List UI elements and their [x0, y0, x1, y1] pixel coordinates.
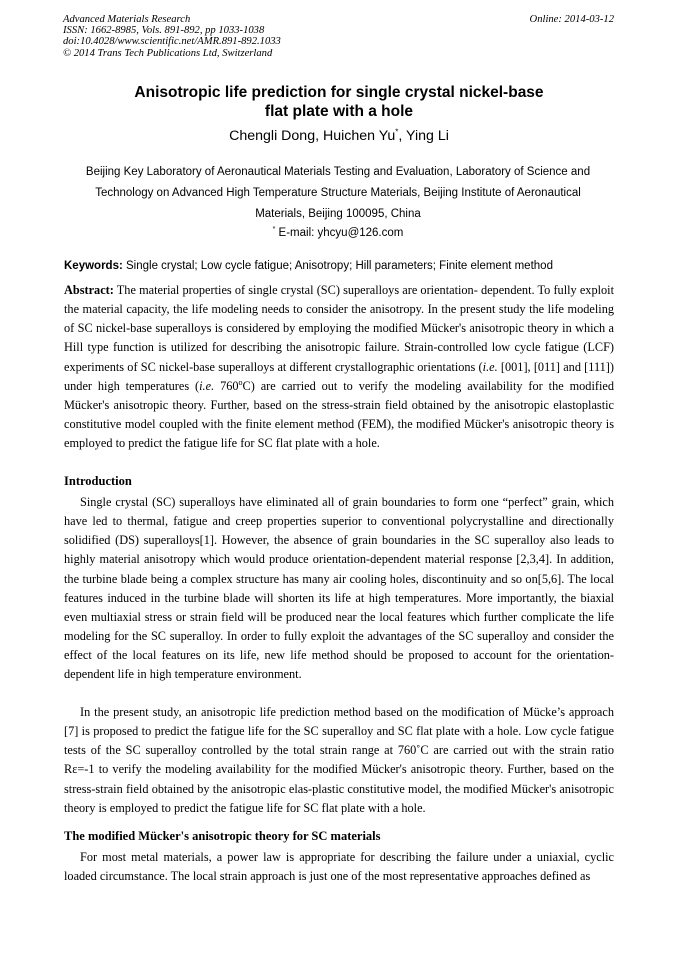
keywords-text: Single crystal; Low cycle fatigue; Anisotropy; Hill parameters; Finite element method	[122, 260, 553, 272]
introduction-paragraph-1: Single crystal (SC) superalloys have eliminated all of grain boundaries to form one “perfect” grain, which have led to thermal, fatigue and creep properties superior to conventional polycrystalline and directionally solidified (DS) superalloys[1]. However, the absence of grain boundaries in the SC superalloy also leads to highly material anisotropy which would produce orientation-dependent material response [2,3,4]. In addition, the turbine blade being a complex structure has many air cooling holes, discontinuity and so on[5,6]. The local features induced in the turbine blade will shorten its life at high temperatures. More importantly, the biaxial even multiaxial stress or strain field will be produced near the local features which further complicate the life modeling for the SC superalloy. In order to fully exploit the advantages of the SC superalloy and consider the effect of the local features on its life, new life method should be proposed to account for the orientation-dependent life in high temperature environment.	[64, 495, 614, 682]
contact-email	[60, 224, 616, 242]
abstract-text-1: The material properties of single crystal (SC) superalloys are orientation- dependent. To fully exploit the material capacity, the life modeling needs to consider the anisotropy. In the present study the life modeling of SC nickel-base superalloys is considered by employing the modified Mücker's anisotropic theory in which a Hill type function is utilized for describing the anisotropic failure. Strain-controlled low cycle fatigue (LCF) experiments of SC nickel-base superalloys at different crystallographic orientations (	[64, 283, 614, 374]
affiliation	[60, 162, 616, 225]
abstract-text-4: C) are carried out to verify the modeling availability for the modified Mücker's anisotropic theory. Further, based on the stress-strain field obtained by the anisotropic elastoplastic constitutive model coupled with the finite element method (FEM), the modified Mücker's anisotropic theory is employed to predict the fatigue life for SC flat plate with a hole.	[64, 378, 614, 451]
section-paragraph-1: For most metal materials, a power law is appropriate for describing the failure under a uniaxial, cyclic loaded circumstance. The local strain approach is just one of the most representative approaches defined as	[64, 850, 614, 884]
affiliation-line-2: Technology on Advanced High Temperature Structure Materials, Beijing Institute of Aeronautical	[95, 187, 581, 199]
corresponding-mark: *	[395, 127, 399, 137]
issn-line: ISSN: 1662-8985, Vols. 891-892, pp 1033-1038	[63, 25, 265, 37]
title-line-1: Anisotropic life prediction for single crystal nickel-base	[134, 84, 544, 101]
author-names-1: Chengli Dong, Huichen Yu	[229, 128, 396, 144]
author-list	[60, 127, 618, 145]
title-line-2: flat plate with a hole	[264, 103, 414, 120]
abstract-ie-1: i.e.	[482, 359, 498, 374]
copyright-line: © 2014 Trans Tech Publications Ltd, Switzerland	[63, 47, 273, 59]
abstract-text-2: [001], [011] and [111]) under high temperatures (	[64, 359, 614, 393]
email-mark: *	[272, 226, 276, 234]
author-names-2: , Ying Li	[398, 128, 449, 144]
introduction-heading: Introduction	[64, 474, 132, 488]
affiliation-line-1: Beijing Key Laboratory of Aeronautical Materials Testing and Evaluation, Laboratory of Science and	[85, 166, 591, 178]
abstract-degree: o	[238, 377, 243, 387]
journal-header	[63, 14, 423, 59]
online-date: Online: 2014-03-12	[529, 14, 614, 25]
doi-line: doi:10.4028/www.scientific.net/AMR.891-892.1033	[63, 36, 281, 48]
abstract-ie-2: i.e.	[199, 378, 215, 393]
keywords-label: Keywords:	[64, 260, 123, 272]
abstract	[64, 281, 614, 453]
section-heading: The modified Mücker's anisotropic theory for SC materials	[64, 829, 381, 843]
keywords	[64, 257, 616, 275]
abstract-label: Abstract:	[64, 283, 114, 297]
journal-name: Advanced Materials Research	[63, 14, 191, 25]
abstract-text-3: 760	[214, 378, 239, 393]
affiliation-line-3: Materials, Beijing 100095, China	[255, 208, 421, 220]
introduction-paragraph-2: In the present study, an anisotropic life prediction method based on the modification of Mücke’s approach [7] is proposed to predict the fatigue life for the SC superalloy and SC flat plate with a hole. Low cycle fatigue tests of the SC superalloy controlled by the total strain range at 760˚C are carried out with the strain ratio Rε=-1 to verify the modeling availability for the modified Mücker's anisotropic theory. Further, based on the stress-strain field obtained by the anisotropic elas-plastic constitutive model, the modified Mücker's anisotropic theory is employed to predict the fatigue life for SC flat plate with a hole.	[64, 705, 614, 815]
email-text: E-mail: yhcyu@126.com	[275, 227, 404, 239]
paper-title	[80, 83, 598, 121]
